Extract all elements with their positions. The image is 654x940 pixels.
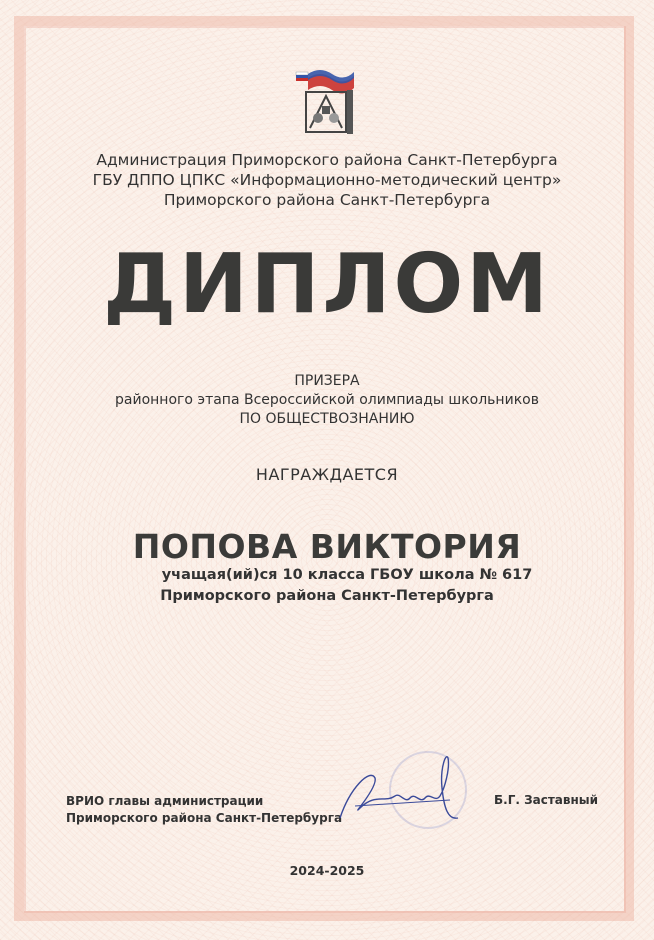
signatory-position [66,793,342,827]
organizer-block [0,150,654,210]
olympiad-subject: ПО ОБЩЕСТВОЗНАНИЮ [239,411,415,427]
document-title: ДИПЛОМ [103,237,551,332]
signatory-position-line: ВРИО главы администрации [66,794,264,808]
recipient-details [0,565,654,607]
signatory-position-line: Приморского района Санкт-Петербурга [66,811,343,825]
handwritten-signature [330,748,480,838]
awarded-label: НАГРАЖДАЕТСЯ [255,465,399,484]
recipient-district: Приморского района Санкт-Петербурга [160,588,494,604]
olympiad-stage: районного этапа Всероссийской олимпиады школьников [115,392,539,408]
award-description [0,372,654,429]
recipient-class-school: учащая(ий)ся 10 класса ГБОУ школа № 617 [161,567,533,583]
academic-year: 2024-2025 [289,863,365,878]
award-rank: ПРИЗЕРА [294,373,360,389]
signatory-name: Б.Г. Заставный [494,793,599,807]
recipient-name: ПОПОВА ВИКТОРИЯ [132,527,522,566]
organizer-line: Приморского района Санкт-Петербурга [163,191,491,209]
organizer-line: ГБУ ДППО ЦПКС «Информационно-методический центр» [92,171,562,189]
olympiad-logo-icon [292,68,366,142]
organizer-line: Администрация Приморского района Санкт-Петербурга [96,151,558,169]
